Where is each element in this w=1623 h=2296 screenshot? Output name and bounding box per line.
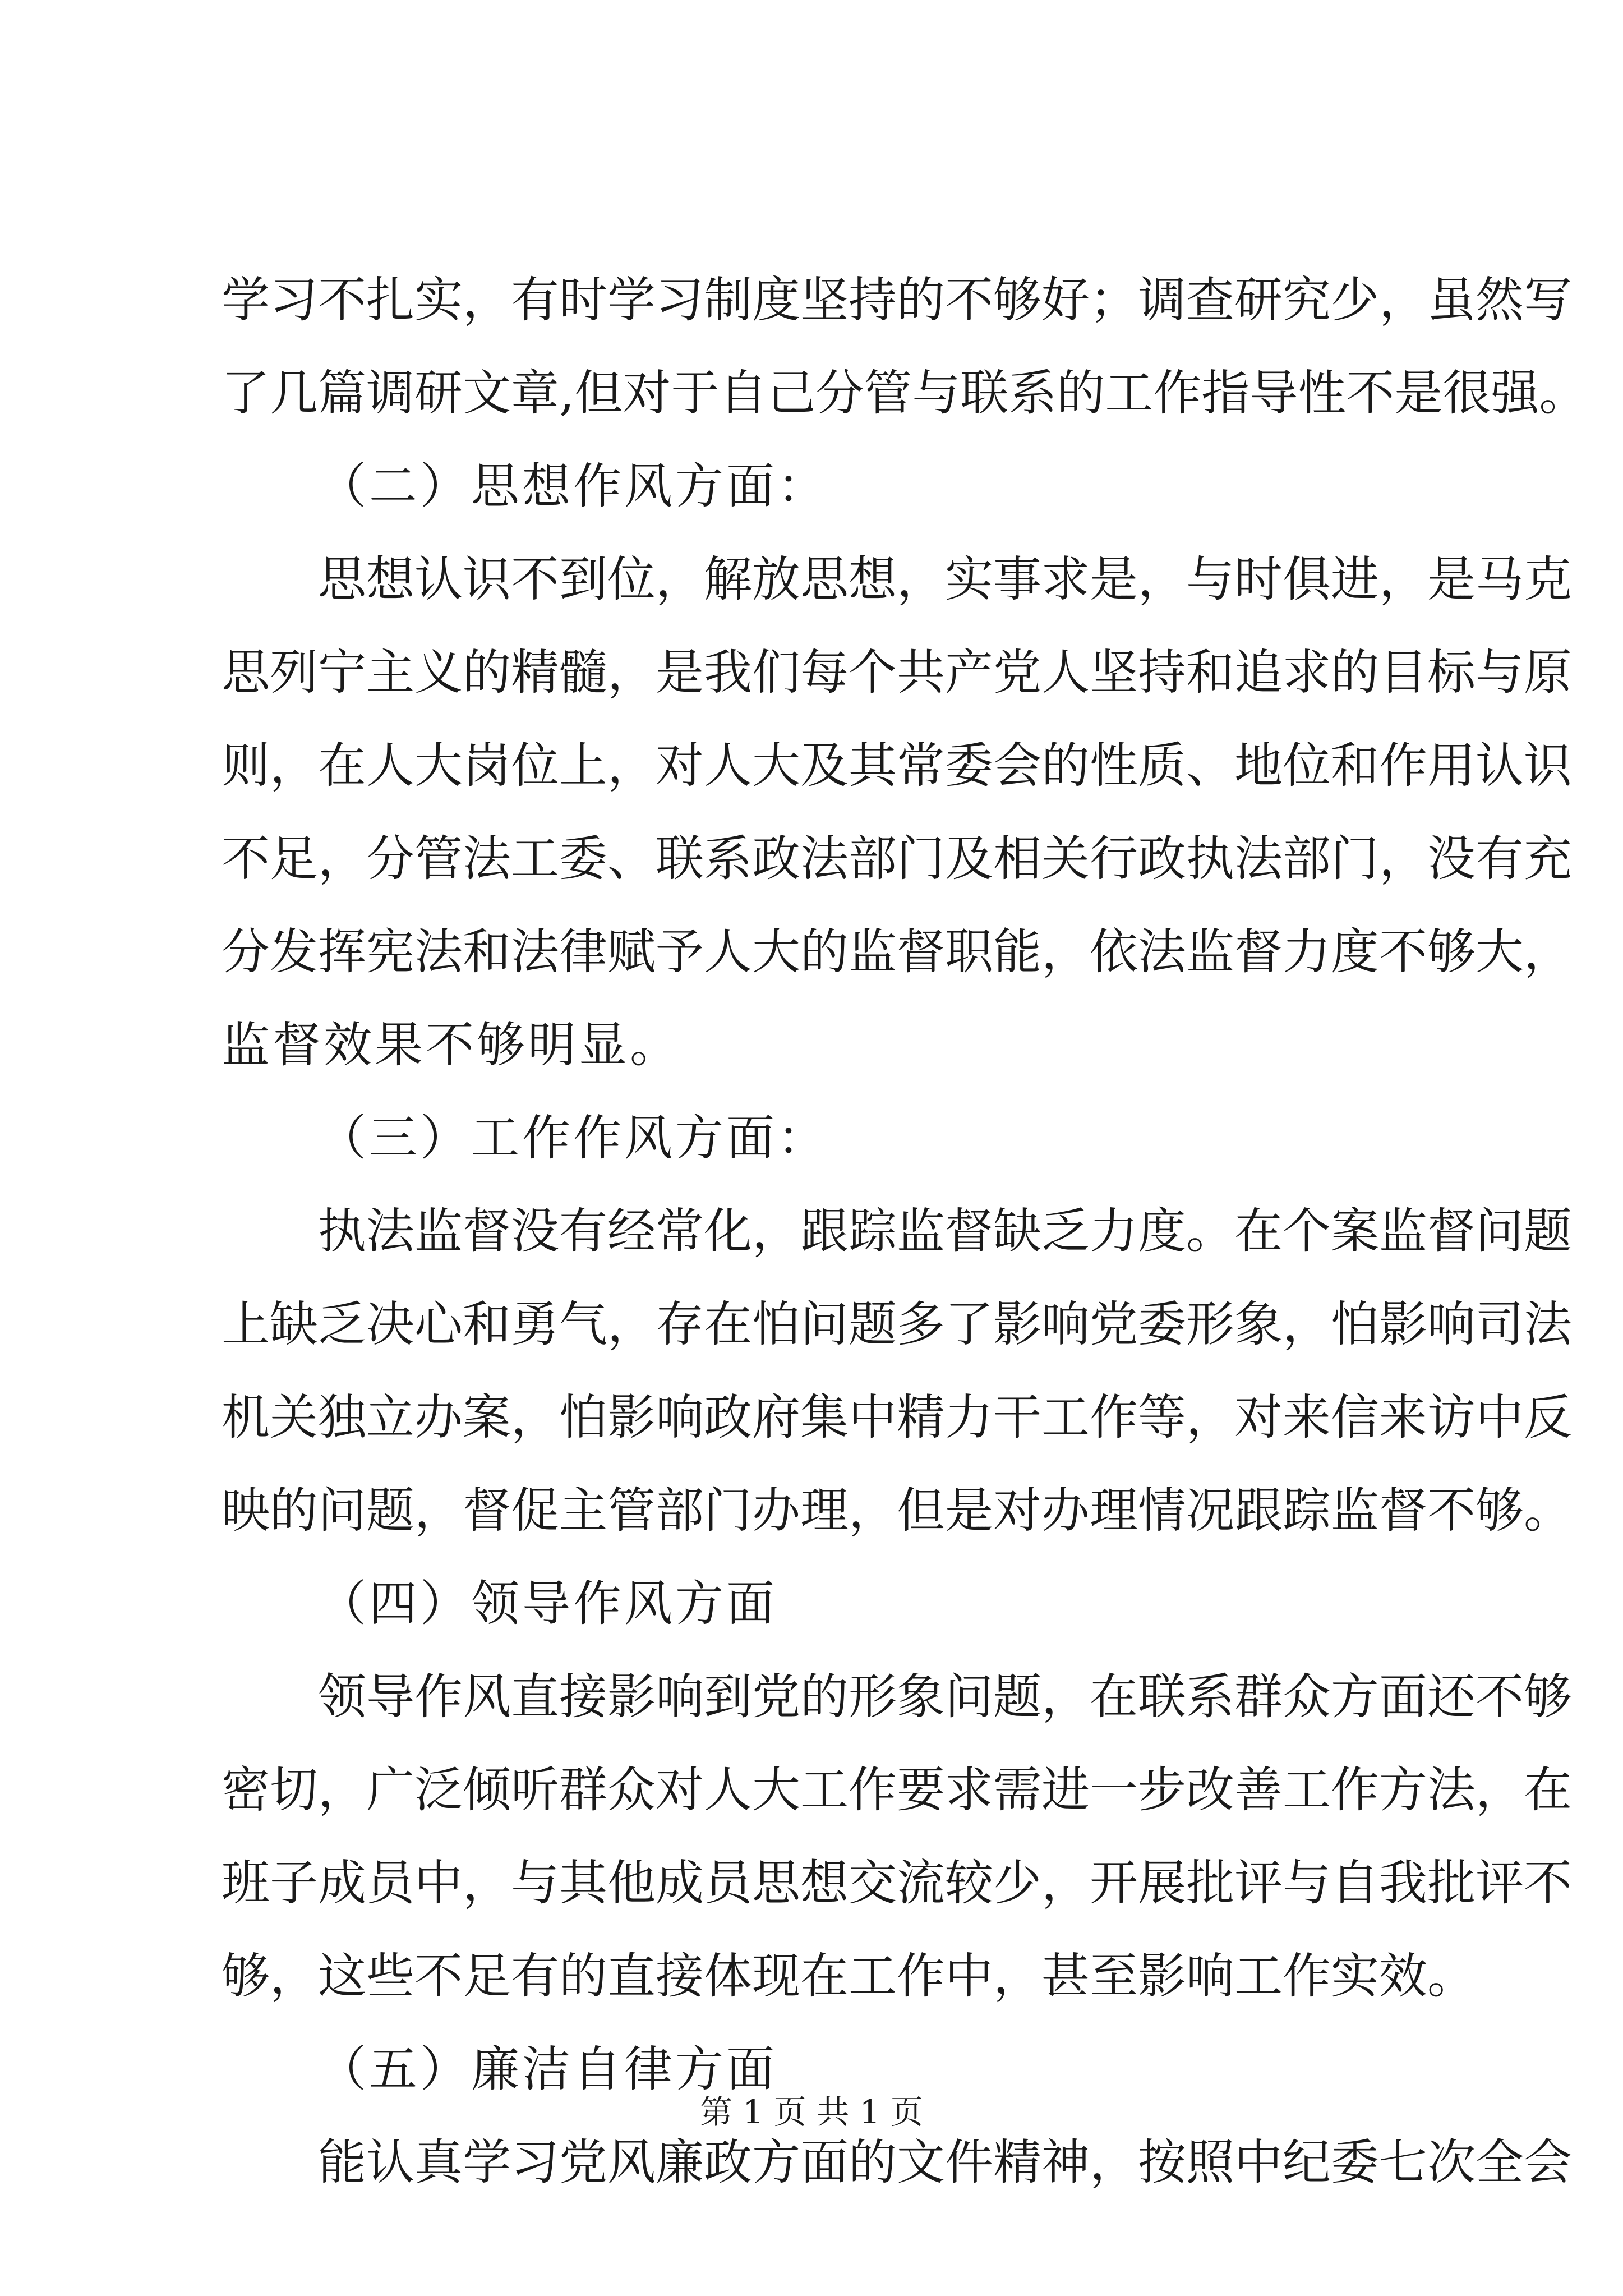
text-line: 监督效果不够明显。 <box>222 1017 681 1073</box>
text-line: 思列宁主义的精髓，是我们每个共产党人坚持和追求的目标与原 <box>222 645 1572 701</box>
text-line: 则，在人大岗位上，对人大及其常委会的性质、地位和作用认识 <box>222 738 1572 794</box>
text-line: 机关独立办案，怕影响政府集中精力干工作等，对来信来访中反 <box>222 1389 1572 1446</box>
text-line: （四）领导作风方面 <box>318 1576 777 1632</box>
text-line: 领导作风直接影响到党的形象问题，在联系群众方面还不够 <box>318 1669 1572 1725</box>
text-line: 执法监督没有经常化，跟踪监督缺乏力度。在个案监督问题 <box>318 1203 1572 1259</box>
text-line: 不足，分管法工委、联系政法部门及相关行政执法部门，没有充 <box>222 831 1572 887</box>
text-line: 思想认识不到位，解放思想，实事求是，与时俱进，是马克 <box>318 551 1572 608</box>
text-line: 密切，广泛倾听群众对人大工作要求需进一步改善工作方法，在 <box>222 1762 1572 1818</box>
text-line: （三）工作作风方面： <box>318 1110 828 1166</box>
text-line: 班子成员中，与其他成员思想交流较少，开展批评与自我批评不 <box>222 1855 1572 1911</box>
text-line: （五）廉洁自律方面 <box>318 2041 777 2097</box>
text-line: 映的问题，督促主管部门办理，但是对办理情况跟踪监督不够。 <box>222 1483 1572 1539</box>
text-line: 上缺乏决心和勇气，存在怕问题多了影响党委形象，怕影响司法 <box>222 1296 1572 1352</box>
text-line: （二）思想作风方面： <box>318 458 828 514</box>
text-line: 能认真学习党风廉政方面的文件精神，按照中纪委七次全会 <box>318 2134 1572 2191</box>
text-line: 了几篇调研文章,但对于自己分管与联系的工作指导性不是很强。 <box>222 365 1588 421</box>
text-line: 学习不扎实，有时学习制度坚持的不够好；调查研究少，虽然写 <box>222 272 1572 328</box>
text-line: 够，这些不足有的直接体现在工作中，甚至影响工作实效。 <box>222 1948 1476 2004</box>
text-line: 分发挥宪法和法律赋予人大的监督职能，依法监督力度不够大， <box>222 924 1572 980</box>
page-footer: 第 1 页 共 1 页 <box>700 2093 923 2131</box>
